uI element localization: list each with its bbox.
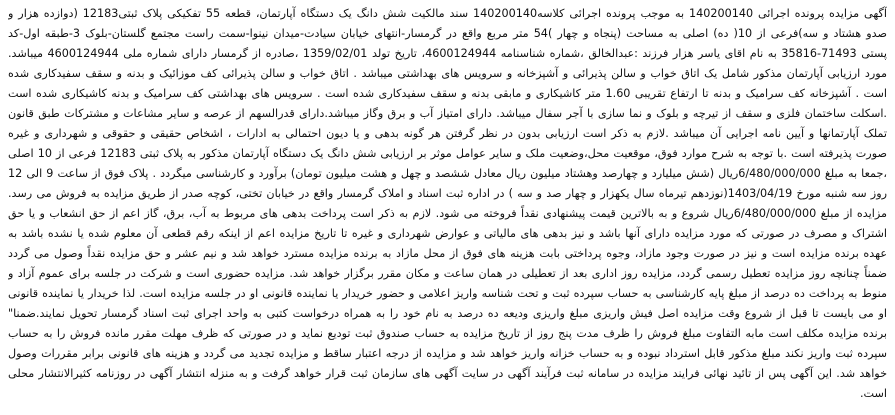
- auction-notice-text: آگهی مزایده پرونده اجرائی 140200140 به موجب پرونده اجرائی کلاسه140200140 سند مالکیت شش دانگ یک دستگاه آپارتمان، قطعه 55 تفکیکی پلاک ثبتی12183 (دوازده هزار و صدو هشتاد و سه)فرعی از 10( ده) اصلی به مساحت (پنجاه و چهار )54 متر مربع واقع در گرمسار-انتهای خیابان سیادت-میدان نینوا-سمت راست مجتمع گلستان-بلوک 3-طبقه اول-کد پستی 71493-35816 به نام اقای یاسر هزار فرزند :عبدالخالق ،شماره شناسنامه 4600124944، تاریخ تولد 1359/02/01 ،صادره از گرمسار دارای شماره ملی 4600124944 میباشد. مورد ارزیابی آپارتمان مذکور شامل یک اتاق خواب و سالن پذیرائی و آشپزخانه و سرویس های بهداشتی میباشد . اتاق خواب و سالن پذیرائی کف موزائیک و بدنه و سقف سفیدکاری شده است . آشپزخانه کف سرامیک و بدنه تا ارتفاع تقریبی 1.60 متر کاشیکاری و مابقی بدنه و سقف سفیدکاری شده است . سرویس های بهداشتی کف سرامیک و بدنه کاشیکاری شده است .اسکلت ساختمان فلزی و سقف از تیرچه و بلوک و نما سازی با آجر سفال میباشد. دارای امتیاز آب و برق وگاز میباشد.دارای قدرالسهم از عرصه و سایر مشاعات و مشترکات طبق قانون تملک آپارتمانها و آیین نامه اجرایی آن میباشد .لازم به ذکر است ارزیابی بدون در نظر گرفتن هر گونه بدهی و یا دیون احتمالی به ادارات ، اشخاص حقیقی و حقوقی و شهرداری و غیره صورت پذیرفته است .با توجه به شرح موارد فوق، موقعیت محل،وضعیت ملک و سایر عوامل موثر بر ارزیابی شش دانگ یک دستگاه آپارتمان مذکور به پلاک ثبتی 12183 فرعی از 10 اصلی ،جمعا به مبلغ 6/480/000/000ریال (شش میلیارد و چهارصد وهشتاد میلیون ریال معادل ششصد و چهل و هشت میلیون تومان) برآورد و کارشناسی میگردد . پلاک فوق از ساعت 9 الی 12 روز سه شنبه مورخ 1403/04/19(نوزدهم تیرماه سال یکهزار و چهار صد و سه ) در اداره ثبت اسناد و املاک گرمسار واقع در خیابان تختی، کوچه صدر از طریق مزایده به فروش می رسد. مزایده از مبلغ 6/480/000/000ریال شروع و به بالاترین قیمت پیشنهادی نقداً فروخته می شود. لازم به ذکر است پرداخت بدهی های مربوط به آب، برق، گاز اعم از حق انشعاب و یا حق اشتراک و مصرف در صورتی که مورد مزایده دارای آنها باشد و نیز بدهی های مالیاتی و عوارض شهرداری و غیره تا تاریخ مزایده اعم از اینکه رقم قطعی آن معلوم شده یا نشده باشد به عهده برنده مزایده است و نیز در صورت وجود مازاد، وجوه پرداختی بابت هزینه های فوق از محل مازاد به برنده مزایده مسترد خواهد شد و نیم عشر و حق مزایده نقداً وصول می گردد ضمناً چنانچه روز مزایده تعطیل رسمی گردد، مزایده روز اداری بعد از تعطیلی در همان ساعت و مکان مقرر برگزار خواهد شد. مزایده حضوری است و شرکت در جلسه برای عموم آزاد و منوط به پرداخت ده درصد از مبلغ پایه کارشناسی به حساب سپرده ثبت و تحت شناسه واریز اعلامی و حضور خریدار یا نماینده قانونی او در جلسه مزایده است. لذا خریدار یا نماینده قانونی او می بایست تا قبل از شروع وقت مزایده اصل فیش واریزی مبلغ واریزی ودیعه ده درصد به نام خود را به همراه درخواست کتبی به واحد اجرای ثبت اسناد گرمسار تحویل نمایند.ضمنا" برنده مزایده مکلف است مابه التفاوت مبلغ فروش را ظرف مدت پنج روز از تاریخ مزایده به حساب صندوق ثبت تودیع نماید و در صورتی که ظرف مهلت مقرر مانده فروش را به حساب سپرده ثبت واریز نکند مبلغ مذکور قابل استرداد نبوده و به حساب خزانه واریز خواهد شد و مزایده از درجه اعتبار ساقط و مزایده تجدید می گردد و هزینه های قانونی برابر مقررات وصول خواهد شد. این آگهی پس از تائید نهائی فرایند مزایده در سامانه ثبت فرآیند آگهی در سایت آگهی های سازمان ثبت قرار خواهد گرفت و به منزله انتشار آگهی در روزنامه کثیرالانتشار محلی است.: [8, 7, 887, 400]
